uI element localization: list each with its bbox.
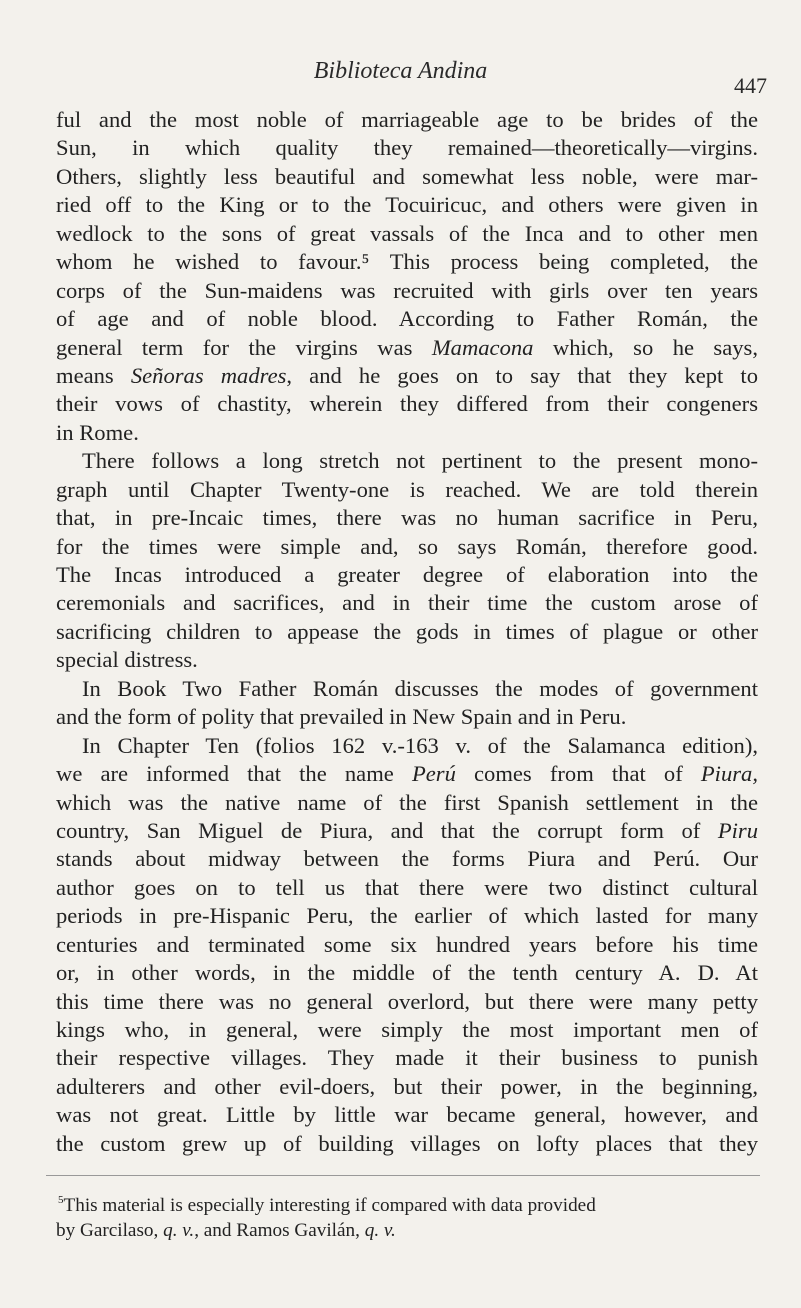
body-line: we are informed that the name Perú comes from that of Piura, (56, 761, 758, 787)
body-line: in Rome. (56, 419, 139, 445)
body-line: graph until Chapter Twenty-one is reached. We are told therein (56, 476, 758, 502)
body-line: whom he wished to favour.⁵ This process being completed, the (56, 249, 758, 275)
body-line: stands about midway between the forms Piura and Perú. Our (56, 846, 758, 872)
body-line: centuries and terminated some six hundred years before his time (56, 931, 758, 957)
body-line: periods in pre-Hispanic Peru, the earlier of which lasted for many (56, 903, 758, 929)
body-line: of age and of noble blood. According to Father Román, the (56, 306, 758, 332)
running-header-title: Biblioteca Andina (313, 58, 488, 84)
body-line: the custom grew up of building villages on lofty places that they (56, 1130, 758, 1156)
footnote (56, 1194, 760, 1243)
body-line: their vows of chastity, wherein they differed from their congeners (56, 391, 758, 417)
body-line: There follows a long stretch not pertinent to the present mono- (82, 448, 758, 474)
body-line: or, in other words, in the middle of the tenth century A. D. At (56, 960, 758, 986)
body-line: ried off to the King or to the Tocuiricuc, and others were given in (56, 192, 758, 218)
body-text (56, 106, 758, 1158)
body-line: was not great. Little by little war became general, however, and (56, 1102, 758, 1128)
body-line: In Chapter Ten (folios 162 v.-163 v. of the Salamanca edition), (82, 732, 758, 758)
body-line: general term for the virgins was Mamacona which, so he says, (56, 334, 758, 360)
body-line: for the times were simple and, so says Román, therefore good. (56, 533, 758, 559)
body-line: which was the native name of the first Spanish settlement in the (56, 789, 758, 815)
footnote-marker: 5 (58, 1194, 64, 1206)
body-line: ful and the most noble of marriageable age to be brides of the (56, 107, 758, 132)
body-line: kings who, in general, were simply the most important men of (56, 1017, 758, 1043)
body-line: ceremonials and sacrifices, and in their time the custom arose of (56, 590, 758, 616)
footnote-divider (46, 1175, 760, 1176)
body-line: sacrificing children to appease the gods in times of plague or other (56, 618, 758, 644)
body-line: author goes on to tell us that there were two distinct cultural (56, 874, 758, 900)
body-line: country, San Miguel de Piura, and that the corrupt form of Piru (56, 817, 758, 843)
footnote-line (56, 1194, 760, 1219)
body-line: corps of the Sun-maidens was recruited with girls over ten years (56, 277, 758, 303)
body-line: their respective villages. They made it their business to punish (56, 1045, 758, 1071)
page-number: 447 (734, 73, 767, 98)
body-line: adulterers and other evil-doers, but their power, in the beginning, (56, 1073, 758, 1099)
body-line: The Incas introduced a greater degree of elaboration into the (56, 562, 758, 588)
body-line: and the form of polity that prevailed in New Spain and in Peru. (56, 704, 627, 730)
body-line: special distress. (56, 647, 198, 673)
footnote-line: by Garcilaso, q. v., and Ramos Gavilán, q. v. (56, 1219, 396, 1241)
footnote-text: This material is especially interesting if compared with data provided (63, 1195, 596, 1216)
body-line: In Book Two Father Román discusses the modes of government (82, 675, 758, 701)
body-line: means Señoras madres, and he goes on to say that they kept to (56, 362, 758, 388)
body-line: Sun, in which quality they remained—theoretically—virgins. (56, 135, 758, 161)
body-line: wedlock to the sons of great vassals of the Inca and to other men (56, 220, 758, 246)
body-line: Others, slightly less beautiful and somewhat less noble, were mar- (56, 163, 758, 189)
body-line: that, in pre-Incaic times, there was no human sacrifice in Peru, (56, 505, 758, 531)
body-line: this time there was no general overlord, but there were many petty (56, 988, 758, 1014)
